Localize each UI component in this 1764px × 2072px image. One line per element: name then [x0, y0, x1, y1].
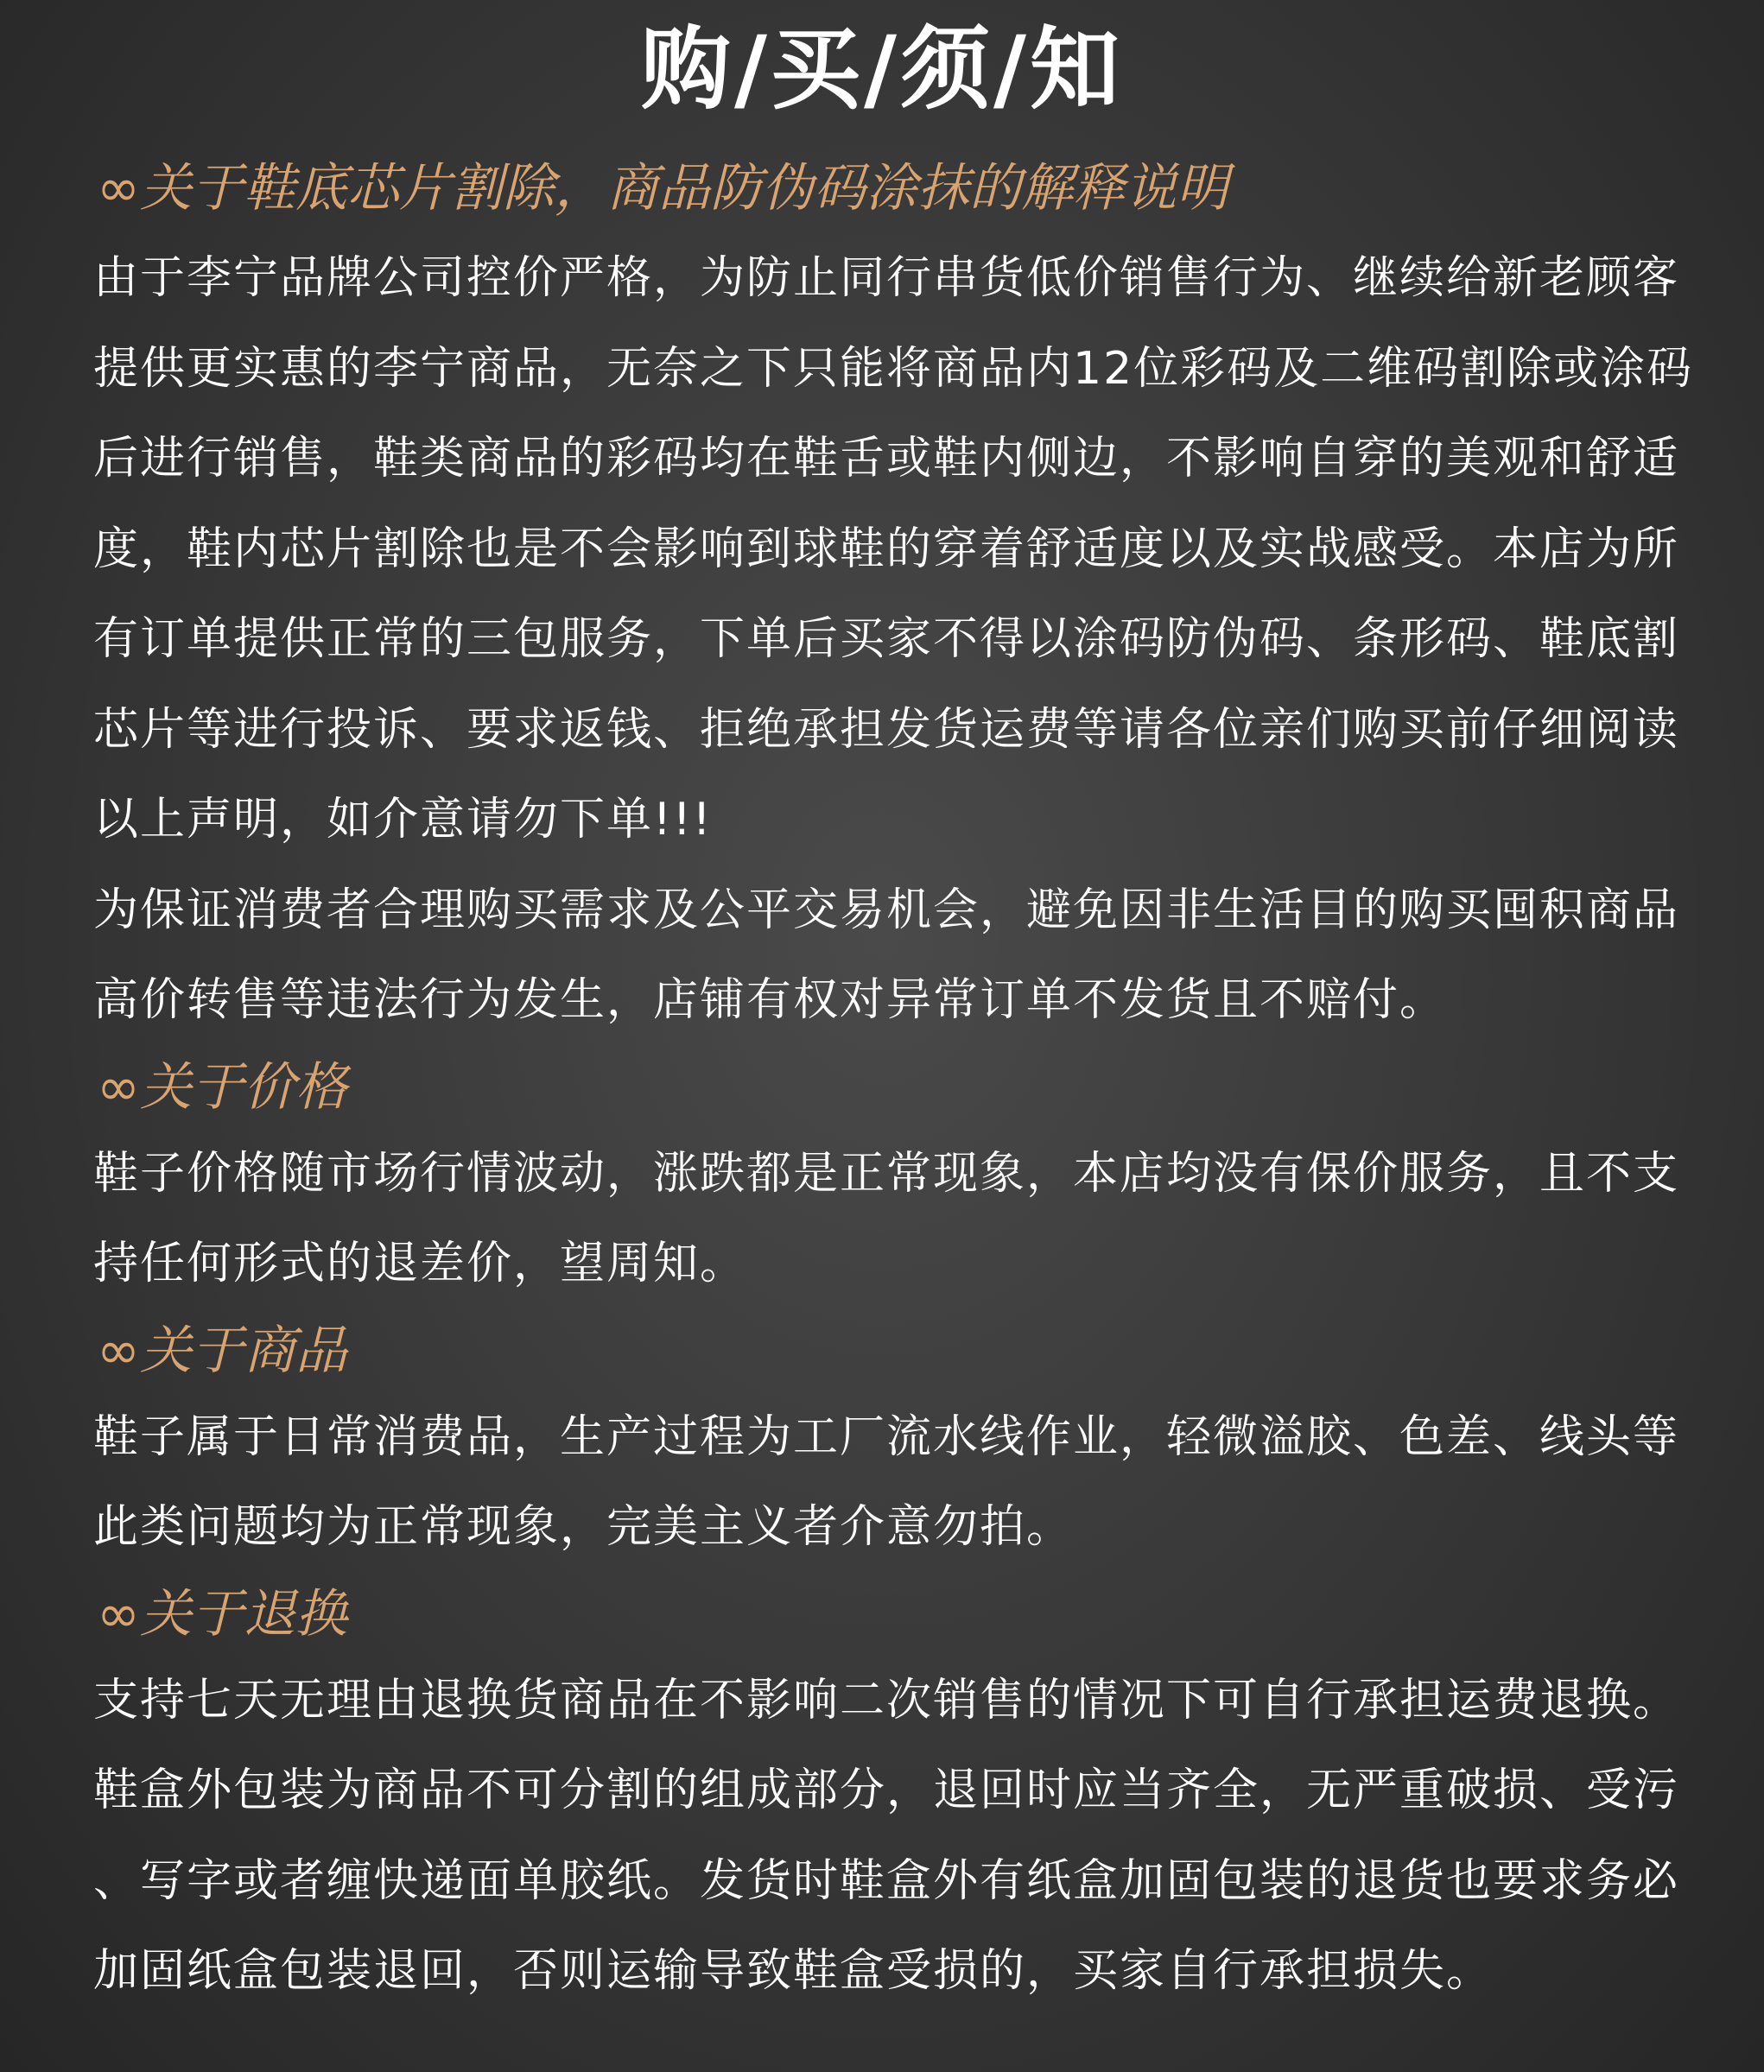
section-body-price — [93, 1129, 1680, 1309]
section-heading-chip-removal: ∞关于鞋底芯片割除，商品防伪码涂抹的解释说明 — [97, 158, 1228, 219]
text-line: 持任何形式的退差价，望周知。 — [93, 1238, 747, 1289]
page-title: 购/买/须/知 — [641, 16, 1123, 122]
text-line: 、写字或者缠快递面单胶纸。发货时鞋盒外有纸盒加固包装的退货也要求务必 — [93, 1854, 1680, 1907]
text-line: 芯片等进行投诉、要求返钱、拒绝承担发货运费等请各位亲们购买前仔细阅读 — [93, 703, 1680, 756]
text-line: 为保证消费者合理购买需求及公平交易机会，避免因非生活目的购买囤积商品 — [93, 884, 1680, 936]
text-line: 有订单提供正常的三包服务，下单后买家不得以涂码防伪码、条形码、鞋底割 — [93, 613, 1680, 665]
text-line: 后进行销售，鞋类商品的彩码均在鞋舌或鞋内侧边，不影响自穿的美观和舒适 — [93, 433, 1680, 485]
section-heading-product: ∞关于商品 — [97, 1320, 347, 1381]
text-line: 支持七天无理由退换货商品在不影响二次销售的情况下可自行承担运费退换。 — [93, 1674, 1680, 1727]
text-line: 提供更实惠的李宁商品，无奈之下只能将商品内12位彩码及二维码割除或涂码 — [93, 342, 1694, 395]
section-body-returns — [93, 1656, 1680, 2017]
section-heading-returns: ∞关于退换 — [97, 1583, 347, 1644]
text-line: 鞋子属于日常消费品，生产过程为工厂流水线作业，轻微溢胶、色差、线头等 — [93, 1410, 1680, 1463]
text-line: 以上声明，如介意请勿下单!!! — [93, 794, 713, 846]
text-line: 度，鞋内芯片割除也是不会影响到球鞋的穿着舒适度以及实战感受。本店为所 — [93, 523, 1680, 575]
text-line: 鞋子价格随市场行情波动，涨跌都是正常现象，本店均没有保价服务，且不支 — [93, 1147, 1680, 1200]
text-line: 鞋盒外包装为商品不可分割的组成部分，退回时应当齐全，无严重破损、受污 — [93, 1765, 1680, 1816]
text-line: 此类问题均为正常现象，完美主义者介意勿拍。 — [93, 1501, 1074, 1553]
section-body-product — [93, 1392, 1680, 1573]
section-body-chip-removal — [93, 233, 1694, 1046]
text-line: 高价转售等违法行为发生，店铺有权对异常订单不发货且不赔付。 — [93, 974, 1447, 1026]
notice-content — [93, 147, 1694, 2017]
section-heading-price: ∞关于价格 — [97, 1056, 347, 1118]
text-line: 由于李宁品牌公司控价严格，为防止同行串货低价销售行为、继续给新老顾客 — [93, 252, 1680, 304]
text-line: 加固纸盒包装退回，否则运输导致鞋盒受损的，买家自行承担损失。 — [93, 1945, 1494, 1997]
